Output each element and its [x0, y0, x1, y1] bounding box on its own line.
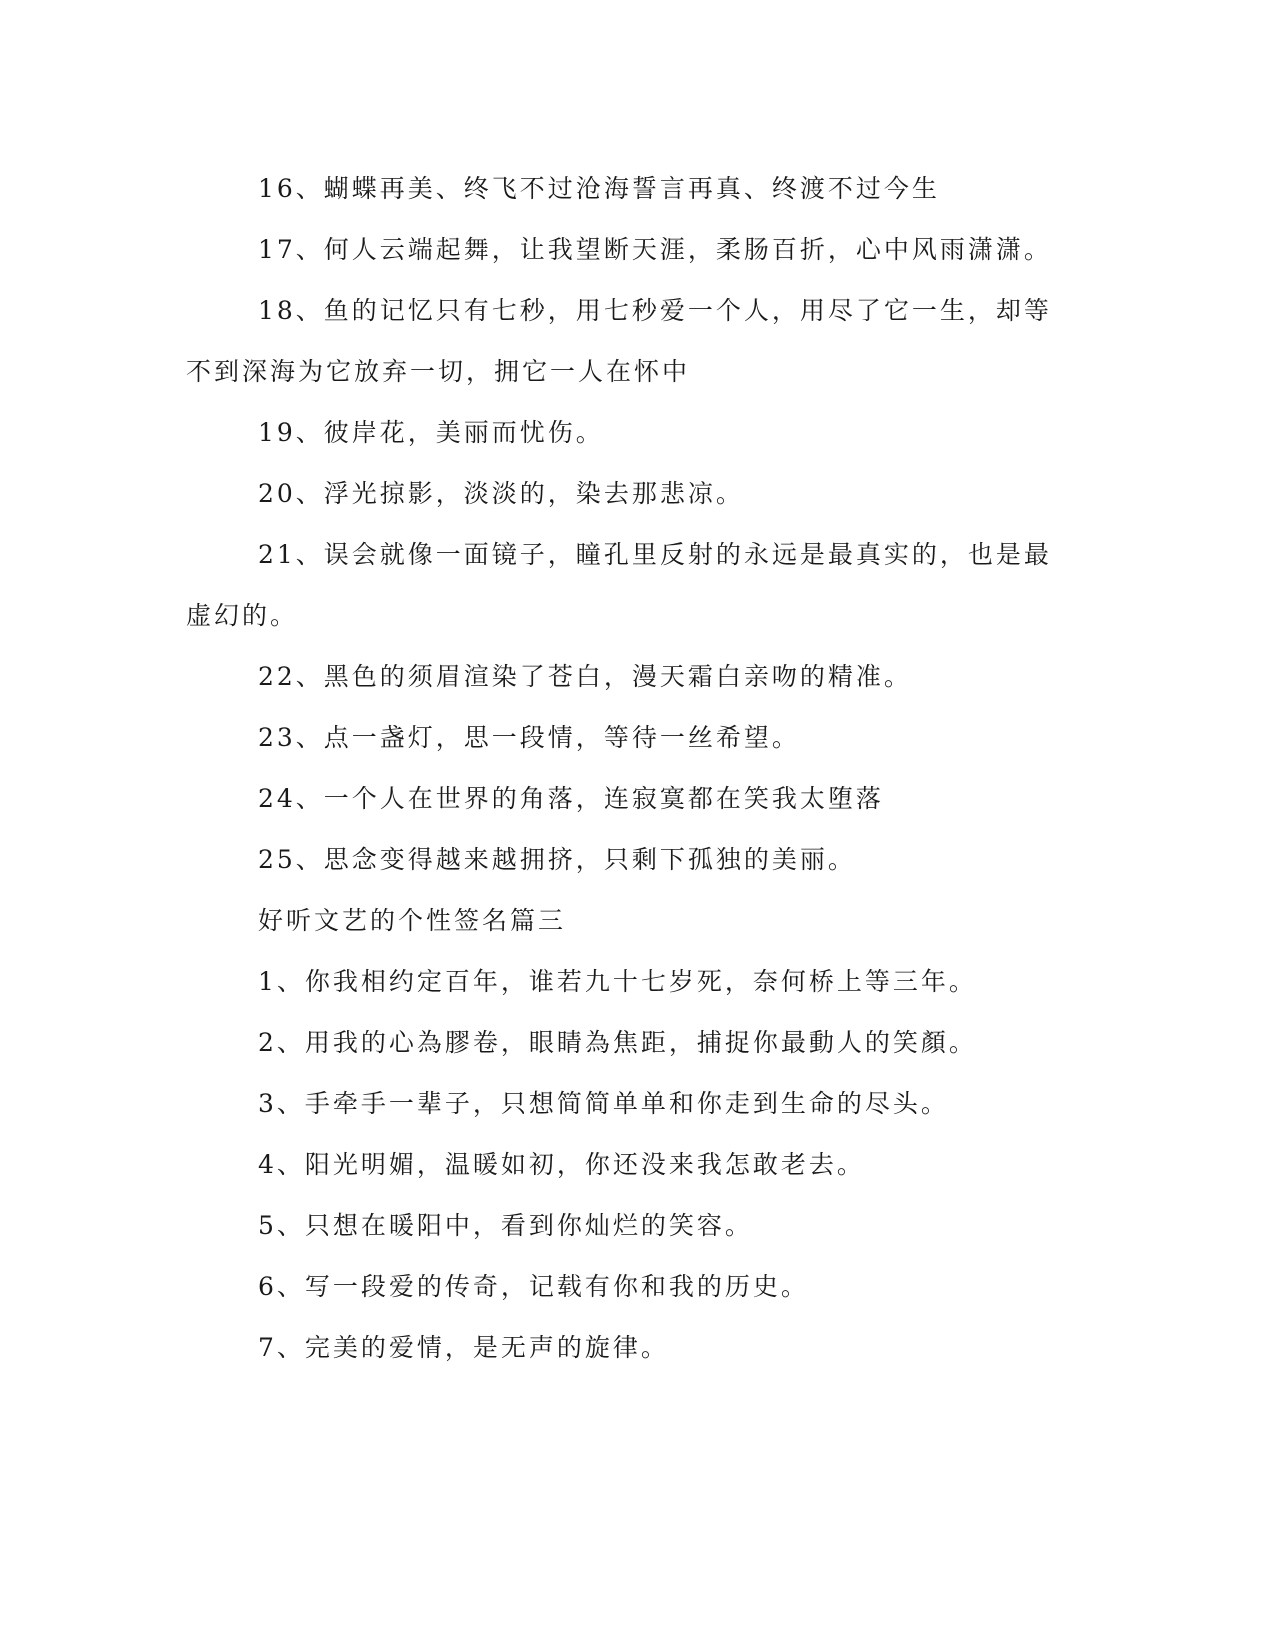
paragraph-6: 6、写一段爱的传奇，记载有你和我的历史。 — [258, 1272, 809, 1301]
paragraph-20: 20、浮光掠影，淡淡的，染去那悲凉。 — [258, 479, 744, 508]
paragraph-1: 1、你我相约定百年，谁若九十七岁死，奈何桥上等三年。 — [258, 967, 977, 996]
paragraph-24: 24、一个人在世界的角落，连寂寞都在笑我太堕落 — [258, 784, 884, 813]
paragraph-17: 17、何人云端起舞，让我望断天涯，柔肠百折，心中风雨潇潇。 — [258, 235, 1052, 264]
paragraph-5: 5、只想在暖阳中，看到你灿烂的笑容。 — [258, 1211, 753, 1240]
paragraph-19: 19、彼岸花，美丽而忧伤。 — [258, 418, 604, 447]
paragraph-23: 23、点一盏灯，思一段情，等待一丝希望。 — [258, 723, 800, 752]
paragraph-7: 7、完美的爱情，是无声的旋律。 — [258, 1333, 669, 1362]
paragraph-4: 4、阳光明媚，温暖如初，你还没来我怎敢老去。 — [258, 1150, 865, 1179]
paragraph-21: 21、误会就像一面镜子，瞳孔里反射的永远是最真实的，也是最虚幻的。 — [186, 540, 1052, 630]
paragraph-25: 25、思念变得越来越拥挤，只剩下孤独的美丽。 — [258, 845, 856, 874]
section-heading: 好听文艺的个性签名篇三 — [258, 906, 567, 935]
paragraph-16: 16、蝴蝶再美、终飞不过沧海誓言再真、终渡不过今生 — [258, 174, 940, 203]
document-body — [186, 158, 1066, 1378]
paragraph-2: 2、用我的心為膠卷，眼睛為焦距，捕捉你最動人的笑顏。 — [258, 1028, 977, 1057]
paragraph-22: 22、黑色的须眉渲染了苍白，漫天霜白亲吻的精准。 — [258, 662, 912, 691]
paragraph-18: 18、鱼的记忆只有七秒，用七秒爱一个人，用尽了它一生，却等不到深海为它放弃一切，拥它一人在怀中 — [186, 296, 1052, 386]
paragraph-3: 3、手牵手一辈子，只想简简单单和你走到生命的尽头。 — [258, 1089, 949, 1118]
